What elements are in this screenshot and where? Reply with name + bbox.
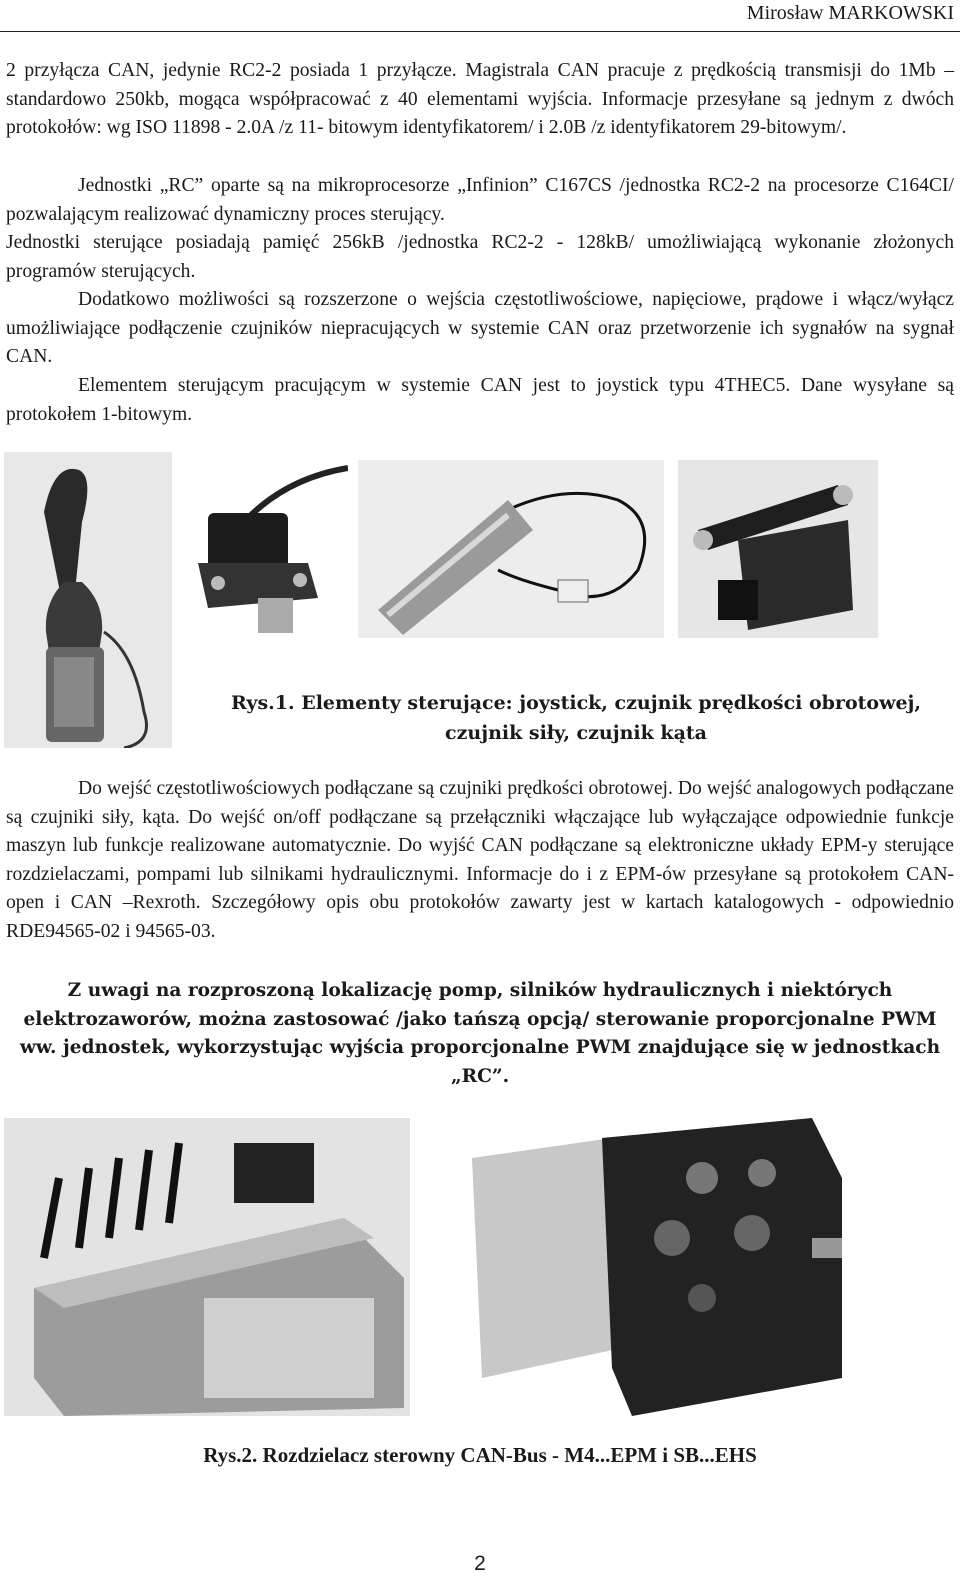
header-author: Mirosław MARKOWSKI	[746, 2, 954, 24]
valve-block-m4-photo	[4, 1118, 410, 1416]
paragraph-joystick: Elementem sterującym pracującym w systemie CAN jest to joystick typu 4THEC5. Dane wysyłane są protokołem 1-bitowym.	[6, 375, 954, 425]
valve-block-sb-photo	[452, 1118, 858, 1416]
page-header	[0, 0, 960, 32]
joystick-photo	[4, 452, 172, 748]
figure1-caption: Rys.1. Elementy sterujące: joystick, czujnik prędkości obrotowej, czujnik siły, czujnik kąta	[230, 692, 922, 744]
page-number: 2	[474, 1552, 486, 1575]
paragraph-memory: Jednostki sterujące posiadają pamięć 256kB /jednostka RC2-2 - 128kB/ umożliwiającą wykonanie złożonych programów sterujących.	[6, 232, 954, 282]
force-sensor-photo	[358, 460, 664, 638]
paragraph-sensors: Do wejść częstotliwościowych podłączane są czujniki prędkości obrotowej. Do wejść analogowych podłączane są czujniki siły, kąta. Do wejść on/off podłączane są przełączniki włączające lub wyłączające odpowiednie funkcje maszyn lub funkcje realizowane automatycznie. Do wyjść CAN podłączane są elektroniczne układy EPM-y sterujące rozdzielaczami, pompami lub silnikami hydraulicznymi. Informacje do i z EPM-ów przesyłane są protokołem CAN-open i CAN –Rexroth. Szczegółowy opis obu protokołów zawarty jest w kartach katalogowych - odpowiednio RDE94565-02 i 94565-03.	[6, 778, 954, 942]
speed-sensor-photo	[188, 458, 348, 638]
paragraph-can-bus: 2 przyłącza CAN, jedynie RC2-2 posiada 1 przyłącze. Magistrala CAN pracuje z prędkością transmisji do 1Mb – standardowo 250kb, mogąca współpracować z 40 elementami wyjścia. Informacje przesyłane są jednym z dwóch protokołów: wg ISO 11898 - 2.0A /z 11- bitowym identyfikatorem/ i 2.0B /z identyfikatorem 29-bitowym/.	[6, 60, 954, 139]
paragraph-rc-processor: Jednostki „RC” oparte są na mikroprocesorze „Infinion” C167CS /jednostka RC2-2 na procesorze C164CI/ pozwalającym realizować dynamiczny proces sterujący.	[6, 175, 954, 225]
paragraph-inputs: Dodatkowo możliwości są rozszerzone o wejścia częstotliwościowe, napięciowe, prądowe i włącz/wyłącz umożliwiające podłączenie czujników niepracujących w systemie CAN oraz przetworzenie ich sygnałów na sygnał CAN.	[6, 289, 954, 368]
figure2-caption: Rys.2. Rozdzielacz sterowny CAN-Bus - M4...EPM i SB...EHS	[203, 1443, 757, 1467]
angle-sensor-photo	[678, 460, 878, 638]
paragraph-pwm-note: Z uwagi na rozproszoną lokalizację pomp, silników hydraulicznych i niektórych elektrozaworów, można zastosować /jako tańszą opcją/ sterowanie proporcjonalne PWM ww. jednostek, wykorzystując wyjścia proporcjonalne PWM znajdujące się w jednostkach „RC”.	[19, 980, 941, 1087]
